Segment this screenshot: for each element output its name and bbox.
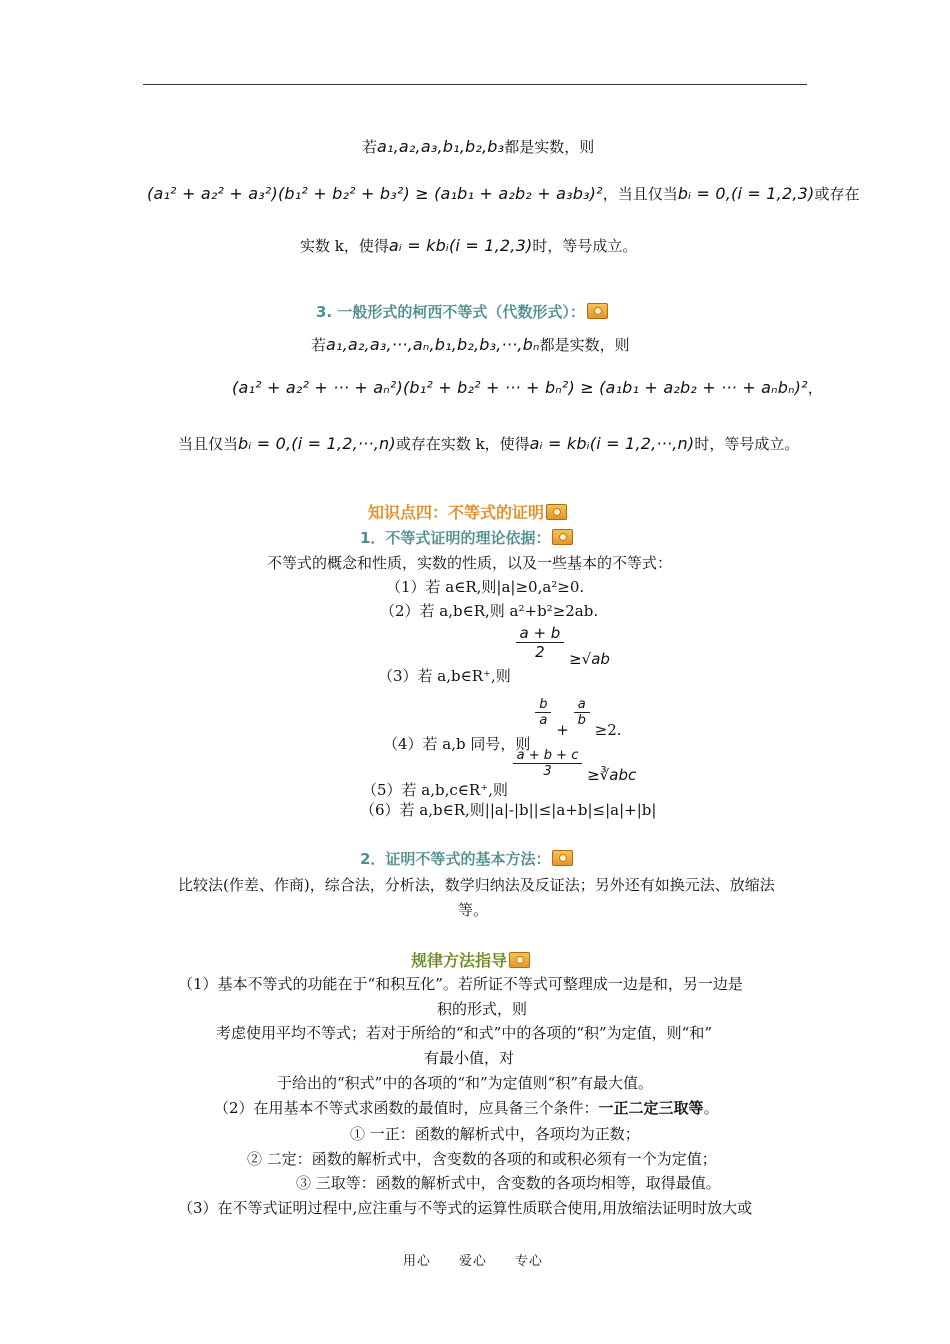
knowledge4-title (368, 500, 567, 523)
rule2-item-a: ① 一正：函数的解析式中，各项均为正数； (350, 1125, 640, 1143)
denominator: a (539, 713, 548, 728)
knowledge4-sub2 (360, 848, 573, 869)
numerator: a + b (519, 624, 561, 642)
text: 或存在实数 k，使得 (395, 435, 530, 453)
denominator: 3 (543, 764, 552, 779)
numerator: b (539, 697, 548, 712)
folder-icon[interactable] (552, 529, 573, 545)
item-6: （6）若 a,b∈R,则||a|-|b||≤|a+b|≤|a|+|b| (360, 801, 657, 819)
rule3-line1: （3）在不等式证明过程中,应注重与不等式的运算性质联合使用,用放缩法证明时放大或 (178, 1199, 753, 1217)
numerator: a + b + c (516, 748, 579, 763)
cauchy-general-inequality: (a₁² + a₂² + ··· + aₙ²)(b₁² + b₂² + ··· + bₙ²) ≥ (a₁b₁ + a₂b₂ + ··· + aₙbₙ)² (232, 378, 808, 397)
section3-line2 (232, 377, 823, 398)
section3-line1 (311, 334, 630, 355)
item-4 (383, 697, 622, 754)
math-variables: a₁,a₂,a₃,b₁,b₂,b₃ (377, 137, 505, 156)
math-variables: a₁,a₂,a₃,···,aₙ,b₁,b₂,b₃,···,bₙ (326, 335, 540, 354)
fraction (516, 624, 565, 661)
folder-icon[interactable] (587, 303, 608, 319)
subheading-text: 1．不等式证明的理论依据： (360, 529, 551, 547)
folder-icon[interactable] (552, 850, 573, 866)
text: 时，等号成立。 (532, 237, 638, 255)
text: 若 (362, 138, 378, 156)
text: （4）若 a,b 同号，则 (383, 734, 531, 753)
section3-heading (316, 301, 608, 322)
text: 或存在 (814, 185, 860, 203)
condition-b: bᵢ = 0,(i = 1,2,3) (677, 184, 815, 203)
cauchy3-inequality: (a₁² + a₂² + a₃²)(b₁² + b₂² + b₃²) ≥ (a₁b₁ + a₂b₂ + a₃b₃)² (147, 184, 603, 203)
section3-line3 (178, 433, 799, 454)
cauchy3-line1 (362, 136, 594, 157)
page-footer: 用心 爱心 专心 (403, 1254, 544, 1269)
folder-icon[interactable] (546, 504, 567, 520)
methods-line1: 比较法(作差、作商)，综合法，分析法，数学归纳法及反证法；另外还有如换元法、放缩法 (178, 876, 775, 894)
item-5 (362, 748, 636, 800)
heading-text: 3. 一般形式的柯西不等式（代数形式）： (316, 303, 585, 321)
header-rule (143, 84, 807, 85)
rule1-line1: （1）基本不等式的功能在于“和积互化”。若所证不等式可整理成一边是和，另一边是 (178, 975, 743, 993)
item-2: （2）若 a,b∈R,则 a²+b²≥2ab. (380, 602, 599, 620)
text: 。 (703, 1099, 719, 1117)
condition-a: aᵢ = kbᵢ(i = 1,2,···,n) (529, 434, 695, 453)
fraction (513, 748, 583, 779)
numerator: a (577, 697, 586, 712)
subheading-text: 2．证明不等式的基本方法： (360, 850, 551, 868)
plus: + (556, 721, 569, 739)
text: ≥∛abc (587, 766, 637, 784)
title-text: 规律方法指导 (411, 951, 508, 970)
text: 时，等号成立。 (694, 435, 800, 453)
rule1-line4: 有最小值，对 (424, 1049, 515, 1067)
rule1-line5: 于给出的“积式”中的各项的“和”为定值则“积”有最大值。 (277, 1074, 654, 1092)
fraction-b-over-a (535, 697, 551, 728)
text: 实数 k，使得 (300, 237, 389, 255)
rule2-item-b: ② 二定：函数的解析式中，含变数的各项的和或积必须有一个为定值； (247, 1150, 717, 1168)
text: ≥2. (594, 721, 622, 739)
text: （2）在用基本不等式求函数的最值时，应具备三个条件： (214, 1099, 599, 1117)
condition-a: aᵢ = kbᵢ(i = 1,2,3) (388, 236, 533, 255)
folder-icon[interactable] (509, 952, 530, 968)
item-3 (378, 624, 610, 686)
denominator: 2 (535, 643, 545, 661)
intro-text: 不等式的概念和性质，实数的性质，以及一些基本的不等式： (267, 554, 673, 572)
text: （5）若 a,b,c∈R⁺,则 (362, 780, 508, 799)
rule1-line3: 考虑使用平均不等式；若对于所给的“和式”中的各项的“积”为定值，则“和” (216, 1024, 713, 1042)
knowledge4-sub1 (360, 527, 573, 548)
rule1-line2: 积的形式，则 (437, 1000, 528, 1018)
bold-text: 一正二定三取等 (598, 1099, 704, 1117)
text: 当且仅当 (178, 435, 239, 453)
condition-b: bᵢ = 0,(i = 1,2,···,n) (238, 434, 396, 453)
rule2-item-c: ③ 三取等：函数的解析式中，含变数的各项均相等，取得最值。 (296, 1174, 721, 1192)
title-text: 知识点四：不等式的证明 (368, 503, 545, 522)
text: （3）若 a,b∈R⁺,则 (378, 666, 511, 685)
methods-line2: 等。 (458, 901, 489, 919)
rules-title (411, 948, 530, 971)
rule2-line (214, 1097, 719, 1118)
denominator: b (577, 713, 586, 728)
cauchy3-line2 (147, 183, 859, 204)
item-1: （1）若 a∈R,则|a|≥0,a²≥0. (386, 578, 585, 596)
text: ≥√ab (569, 650, 610, 668)
text: ， (807, 379, 823, 397)
cauchy3-line3 (300, 235, 637, 256)
text: 若 (311, 336, 327, 354)
text: 都是实数，则 (539, 336, 630, 354)
text: 都是实数，则 (504, 138, 595, 156)
text: ，当且仅当 (602, 185, 678, 203)
fraction-a-over-b (574, 697, 590, 728)
